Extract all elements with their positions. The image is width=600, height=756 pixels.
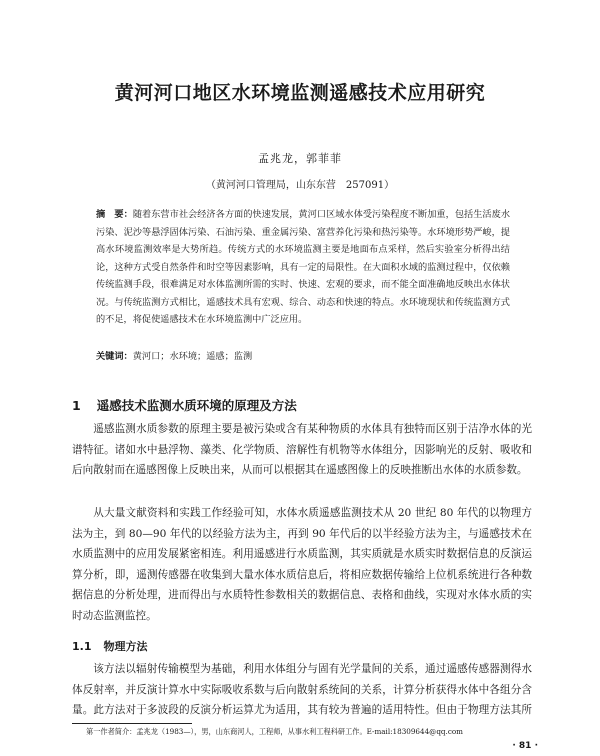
body-paragraph: 该方法以辐射传输模型为基础，利用水体组分与固有光学量间的关系，通过遥感传感器测得水体反射率，并反演计算水中实际吸收系数与后向散射系统间的关系，计算分析获得水体中各组分含量。此方法对于多波段的反演分析运算尤为适用，其有较为普遍的适用特性。但由于物理方法其所: [72, 663, 532, 716]
author-footnote: 第一作者简介：孟兆龙（1983—），男，山东商河人，工程师，从事水利工程科研工作。E-mail:18309644@qq.com: [86, 727, 463, 736]
abstract-text: 随着东营市社会经济各方面的快速发展，黄河口区域水体受污染程度不断加重，包括生活废水污染、泥沙等悬浮固体污染、石油污染、重金属污染、富营养化污染和热污染等。水环境形势严峻，提高水环境监测效率是大势所趋。传统方式的水环境监测主要是地面布点采样，然后实验室分析得出结论，这种方式受自然条件和时空等因素影响，具有一定的局限性。在大面积水域的监测过程中，仅依赖传统监测手段，很难满足对水体监测所需的实时、快速、宏观的要求，而不能全面准确地反映出水体状况。与传统监测方式相比，遥感技术具有宏观、综合、动态和快速的特点。水环境现状和传统监测方式的不足，将促使遥感技术在水环境监测中广泛应用。: [96, 209, 511, 325]
keywords-text: 黄河口；水环境；遥感；监测: [132, 351, 253, 362]
abstract-label: 摘 要：: [96, 209, 133, 220]
author-affiliation: （黄河河口管理局，山东东营 257091）: [205, 180, 395, 191]
subsection-number: 1.1: [72, 640, 92, 653]
paper-title: 黄河河口地区水环境监测遥感技术应用研究: [114, 82, 486, 104]
keywords-label: 关键词：: [96, 351, 133, 362]
subsection-heading-1-1: [72, 638, 148, 654]
section-number: 1: [72, 398, 81, 413]
subsection-title: 物理方法: [103, 640, 148, 653]
body-paragraph: 从大量文献资料和实践工作经验可知，水体水质遥感监测技术从 20 世纪 80 年代的以物理方法为主，到 80—90 年代的以经验方法为主，再到 90 年代后的以半经验方法为主，与遥感技术在水质监测中的应用发展紧密相连。利用遥感进行水质监测，其实质就是水质实时数据信息的反演运算分析，即，遥测传感器在收集到大量水体水质信息后，将相应数据传输给上位机系统进行各种数据信息的分析处理，进而得出与水质特性参数相关的数据信息、表格和曲线，实现对水体水质的实时动态监测监控。: [72, 507, 532, 622]
section-heading-1: [72, 396, 297, 414]
page-number: · 81 ·: [512, 741, 538, 751]
footnote-divider: [72, 723, 192, 724]
body-paragraph: 遥感监测水质参数的原理主要是被污染或含有某种物质的水体具有独特而区别于洁净水体的光谱特征。诸如水中悬浮物、藻类、化学物质、溶解性有机物等水体组分，因影响光的反射、吸收和后向散射而在遥感图像上反映出来，从而可以根据其在遥感图像上的反映推断出水体的水质参数。: [72, 423, 532, 476]
author-list: 孟兆龙，郭菲菲: [258, 152, 342, 165]
abstract: [96, 206, 510, 329]
section-title: 遥感技术监测水质环境的原理及方法: [96, 398, 297, 413]
keywords: [96, 348, 510, 362]
